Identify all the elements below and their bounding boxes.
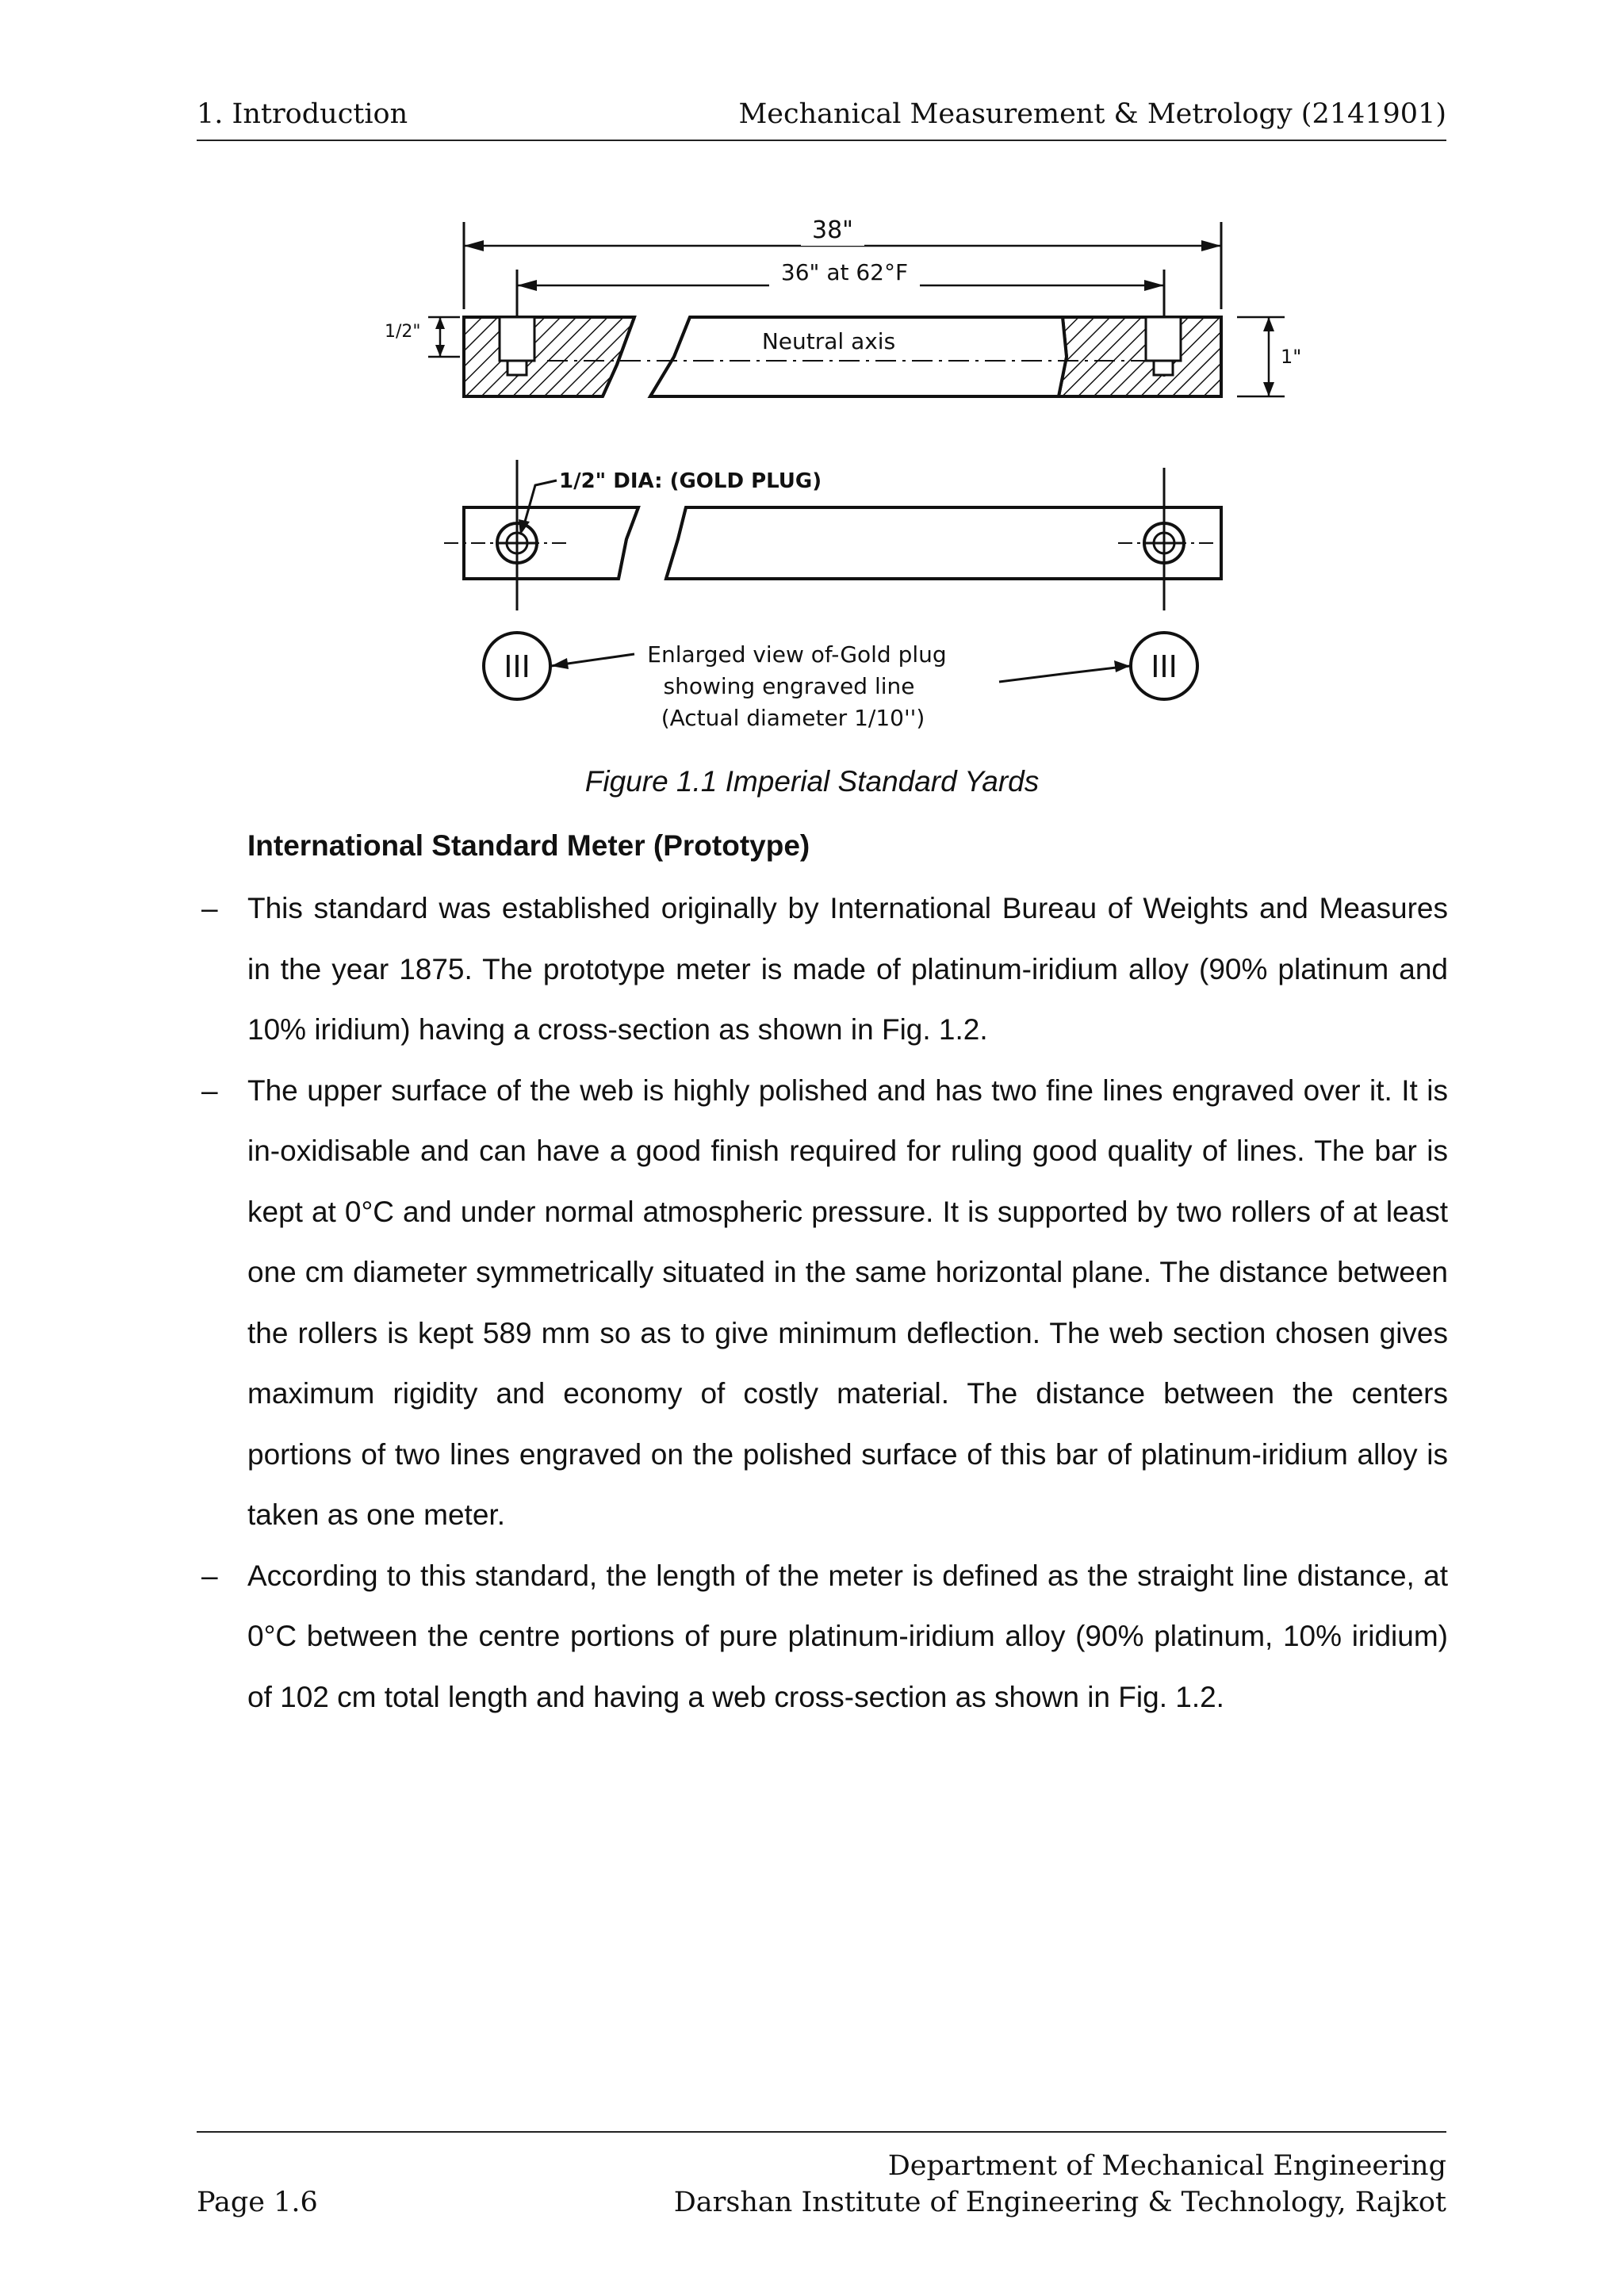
label-enlarged-line2: showing engraved line bbox=[663, 673, 915, 699]
bullet-list bbox=[197, 878, 1448, 1728]
figure-drawing bbox=[365, 198, 1316, 737]
chapter-title: 1. Introduction bbox=[197, 98, 408, 130]
figure-imperial-standard-yard bbox=[365, 198, 1316, 737]
bar-side-view bbox=[385, 317, 1301, 396]
label-36-at-62f: 36" at 62°F bbox=[780, 259, 909, 285]
bar-plan-view bbox=[444, 460, 1221, 610]
list-item bbox=[197, 878, 1448, 1061]
figure-caption: Figure 1.1 Imperial Standard Yards bbox=[584, 765, 1040, 798]
label-gold-plug: 1/2" DIA: (GOLD PLUG) bbox=[559, 469, 822, 493]
label-38: 38" bbox=[812, 216, 853, 244]
footer-department: Department of Mechanical Engineering bbox=[887, 2150, 1446, 2182]
roman-three-left: III bbox=[504, 649, 530, 684]
bullet-marker: – bbox=[201, 1559, 218, 1592]
bullet-marker: – bbox=[201, 1073, 218, 1107]
course-title: Mechanical Measurement & Metrology (2141901) bbox=[738, 98, 1446, 130]
page-number: Page 1.6 bbox=[197, 2187, 318, 2218]
bullet-marker: – bbox=[201, 892, 218, 924]
label-enlarged-line1: Enlarged view of-Gold plug bbox=[647, 641, 947, 668]
section-heading: International Standard Meter (Prototype) bbox=[247, 829, 810, 862]
bullet-text: The upper surface of the web is highly polished and has two fine lines engraved over it. It is in-oxidisable and can have a good finish required for ruling good quality of lines. The bar is kept at 0°C and under normal atmospheric pressure. It is supported by two rollers of at least one cm diameter symmetrically situated in the same horizontal plane. The distance between the rollers is kept 589 mm so as to give minimum deflection. The web section chosen gives maximum rigidity and economy of costly material. The distance between the centers portions of two lines engraved on the polished surface of this bar of platinum-iridium alloy is taken as one meter. bbox=[247, 1073, 1448, 1531]
label-half-inch: 1/2" bbox=[385, 322, 421, 342]
footer-institute: Darshan Institute of Engineering & Technology, Rajkot bbox=[673, 2187, 1446, 2218]
label-one-inch: 1" bbox=[1281, 346, 1302, 368]
page-footer bbox=[197, 2131, 1446, 2228]
bullet-text: According to this standard, the length of the meter is defined as the straight line distance, at 0°C between the centre portions of pure platinum-iridium alloy (90% platinum, 10% iridium) of 102 cm total length and having a web cross-section as shown in Fig. 1.2. bbox=[247, 1559, 1448, 1713]
page-header bbox=[197, 95, 1446, 141]
enlarged-view-callouts bbox=[484, 633, 1197, 731]
roman-three-right: III bbox=[1151, 649, 1178, 684]
list-item bbox=[197, 1061, 1448, 1546]
label-neutral-axis: Neutral axis bbox=[761, 328, 896, 354]
list-item bbox=[197, 1546, 1448, 1728]
bullet-text: This standard was established originally by International Bureau of Weights and Measures in the year 1875. The prototype meter is made of platinum-iridium alloy (90% platinum and 10% iridium) having a cross-section as shown in Fig. 1.2. bbox=[247, 892, 1448, 1046]
label-enlarged-line3: (Actual diameter 1/10'') bbox=[661, 705, 925, 731]
